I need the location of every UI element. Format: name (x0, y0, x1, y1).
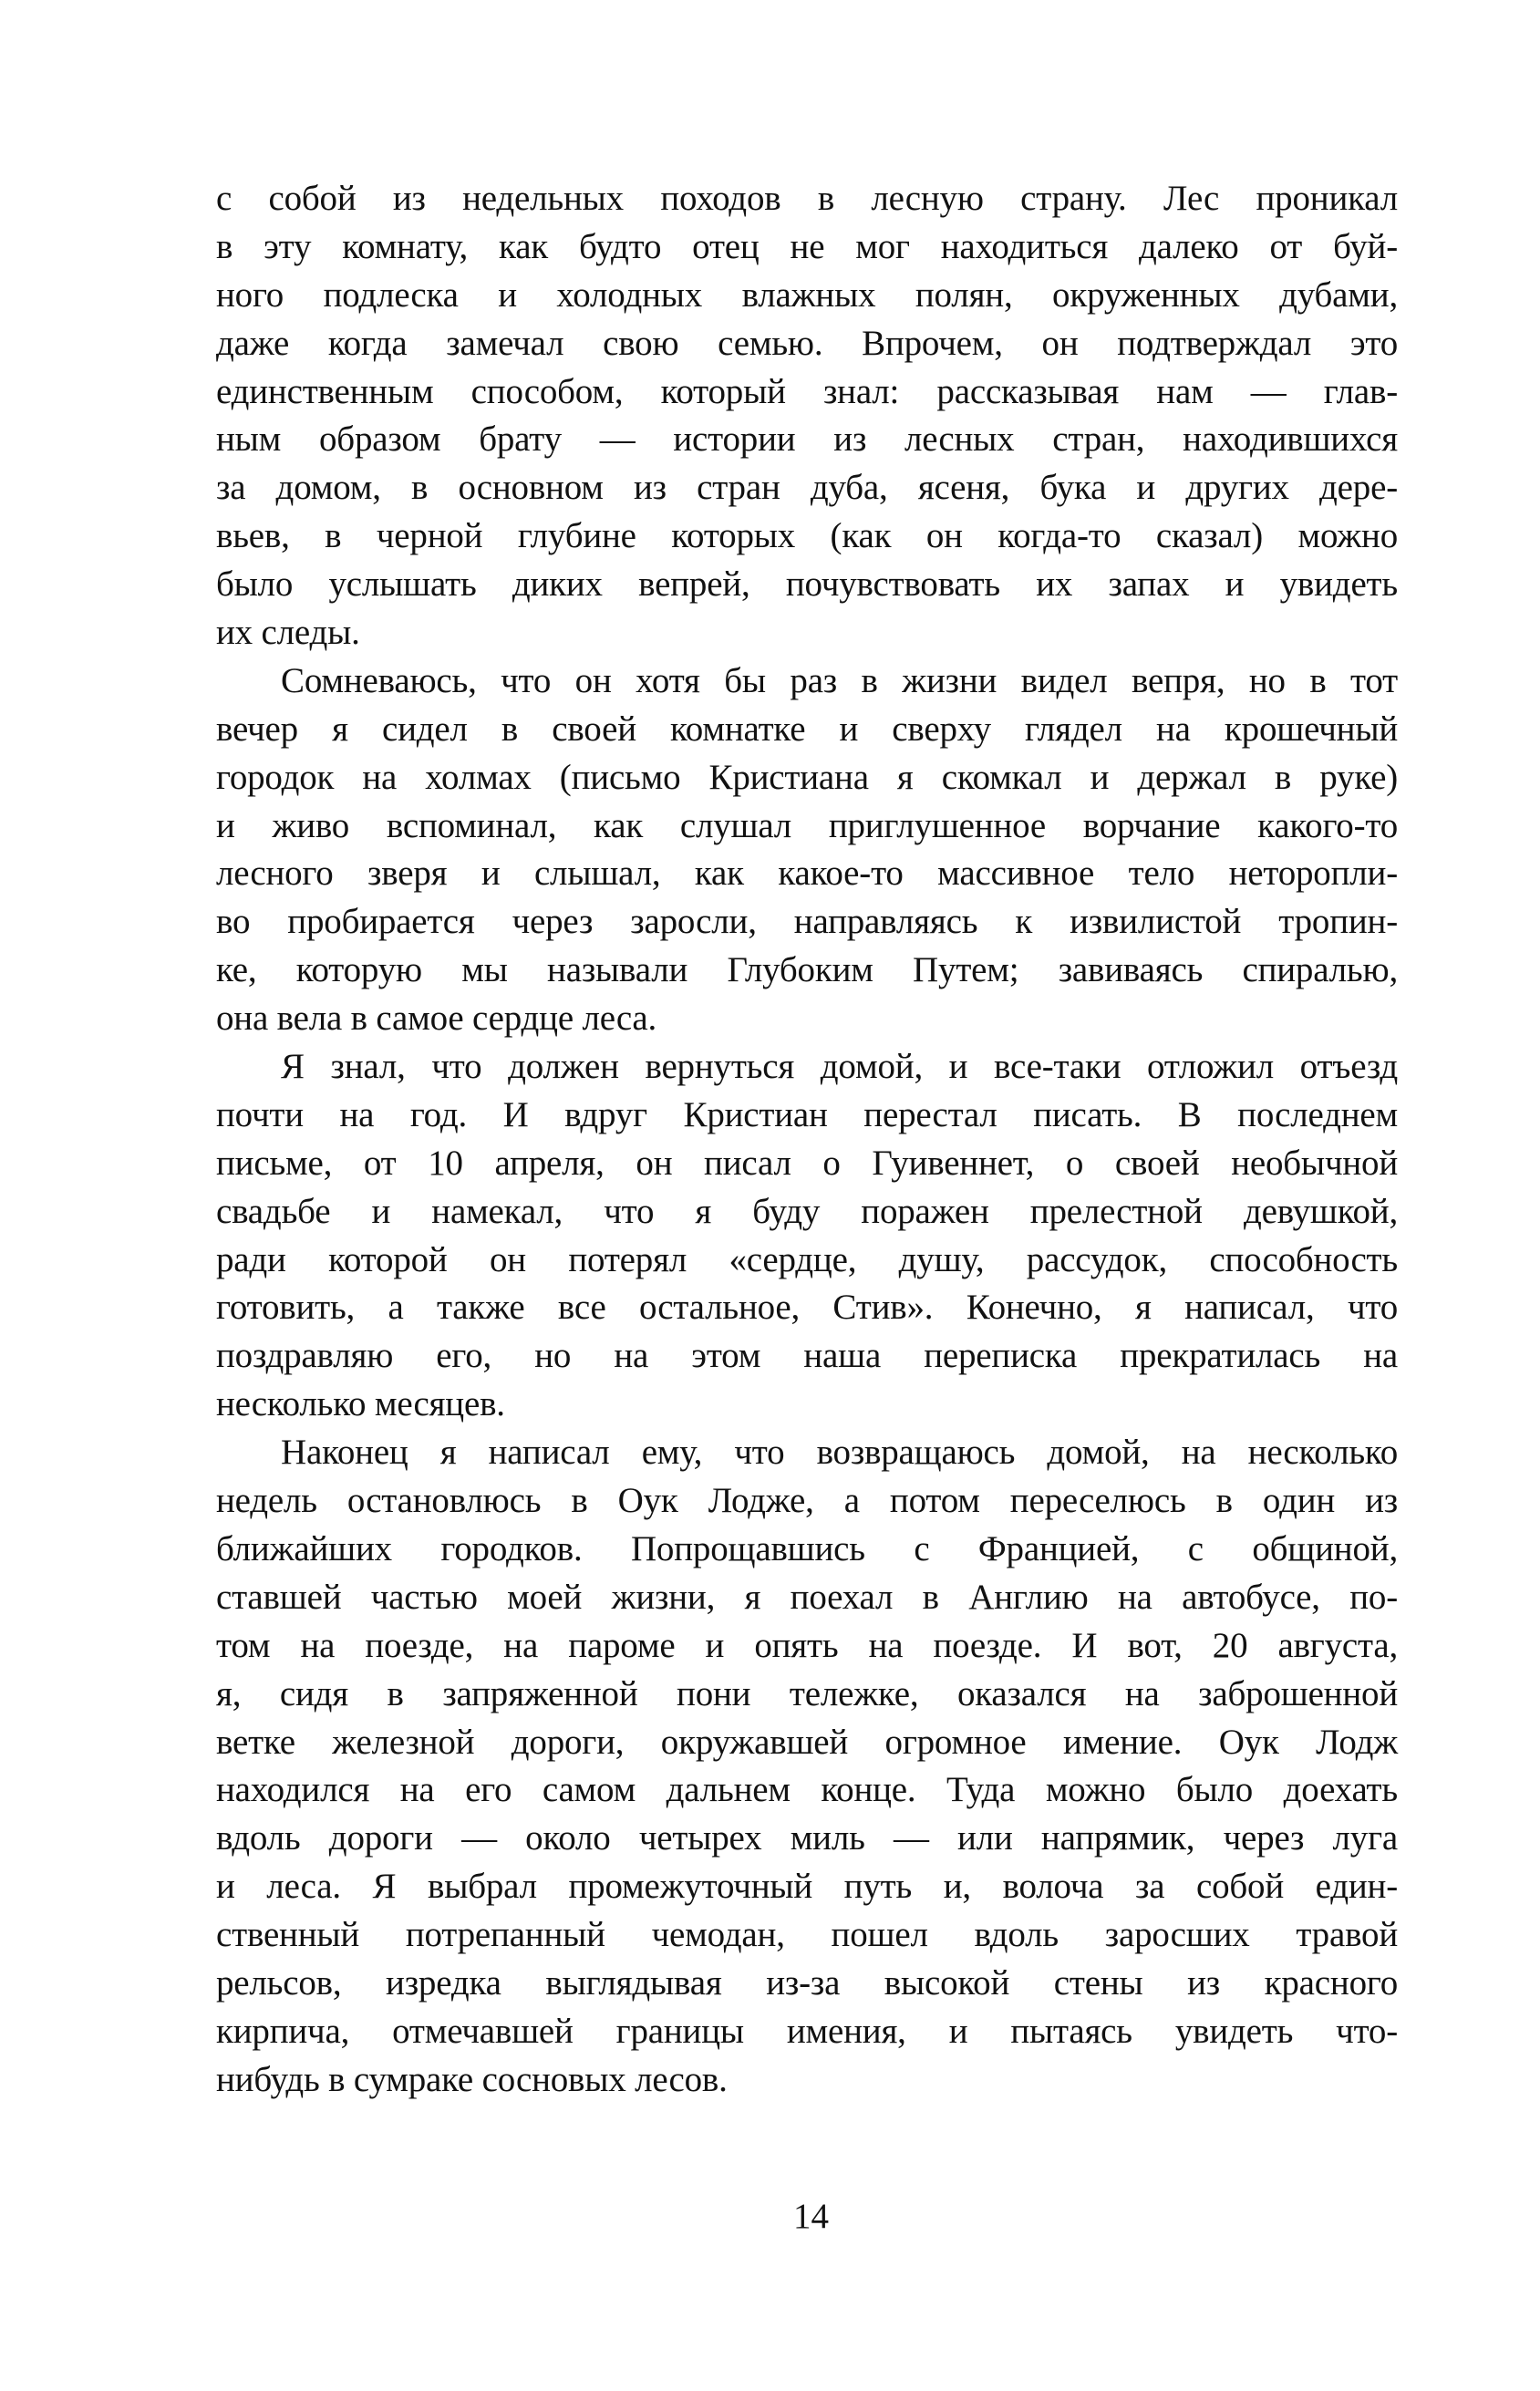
text-line: она вела в самое сердце леса. (216, 999, 657, 1039)
text-line: кирпича, отмечавшей границы имения, и пытаясь увидеть что- (216, 2011, 1398, 2051)
text-line: рельсов, изредка выглядывая из-за высокой стены из красного (216, 1962, 1398, 2003)
text-line: ради которой он потерял «сердце, душу, рассудок, способность (216, 1239, 1398, 1279)
text-line: ставшей частью моей жизни, я поехал в Англию на автобусе, по- (216, 1577, 1398, 1617)
text-line: Я знал, что должен вернуться домой, и все-таки отложил отъезд (281, 1047, 1398, 1087)
text-line: с собой из недельных походов в лесную страну. Лес проникал (216, 179, 1398, 218)
text-line: том на поезде, на пароме и опять на поезде. И вот, 20 августа, (216, 1625, 1398, 1665)
text-line: ного подлеска и холодных влажных полян, окруженных дубами, (216, 274, 1398, 315)
paragraph-4 (216, 1429, 1398, 2104)
text-line: их следы. (216, 613, 360, 653)
text-line: Сомневаюсь, что он хотя бы раз в жизни видел вепря, но в тот (281, 660, 1398, 700)
text-line: ближайших городков. Попрощавшись с Францией, с общиной, (216, 1528, 1398, 1568)
text-line: лесного зверя и слышал, как какое-то массивное тело неторопли- (216, 854, 1398, 894)
text-line: Наконец я написал ему, что возвращаюсь домой, на несколько (281, 1433, 1398, 1473)
text-line: и леса. Я выбрал промежуточный путь и, волоча за собой един- (216, 1867, 1398, 1907)
text-line: за домом, в основном из стран дуба, ясеня, бука и других дере- (216, 468, 1398, 508)
text-line: почти на год. И вдруг Кристиан перестал писать. В последнем (216, 1094, 1398, 1134)
page-number: 14 (793, 2197, 829, 2236)
text-line: свадьбе и намекал, что я буду поражен прелестной девушкой, (216, 1191, 1398, 1231)
text-line: ке, которую мы называли Глубоким Путем; завиваясь спиралью, (216, 950, 1398, 990)
text-line: было услышать диких вепрей, почувствовать их запах и увидеть (216, 564, 1398, 605)
text-line: городок на холмах (письмо Кристиана я скомкал и держал в руке) (216, 757, 1398, 797)
text-line: вьев, в черной глубине которых (как он когда-то сказал) можно (216, 516, 1398, 556)
text-line: даже когда замечал свою семью. Впрочем, он подтверждал это (216, 323, 1398, 363)
text-line: письме, от 10 апреля, он писал о Гуивеннет, о своей необычной (216, 1143, 1398, 1183)
text-line: вечер я сидел в своей комнатке и сверху глядел на крошечный (216, 709, 1398, 749)
text-line: ветке железной дороги, окружавшей огромное имение. Оук Лодж (216, 1722, 1398, 1762)
text-line: в эту комнату, как будто отец не мог находиться далеко от буй- (216, 226, 1398, 266)
text-line: поздравляю его, но на этом наша переписка прекратилась на (216, 1336, 1398, 1376)
text-line: ным образом брату — истории из лесных стран, находившихся (216, 419, 1398, 460)
text-line: во пробирается через заросли, направляясь к извилистой тропин- (216, 902, 1398, 942)
text-line: нибудь в сумраке сосновых лесов. (216, 2059, 728, 2099)
text-line: вдоль дороги — около четырех миль — или напрямик, через луга (216, 1818, 1398, 1858)
paragraph-1 (216, 175, 1398, 657)
text-line: я, сидя в запряженной пони тележке, оказался на заброшенной (216, 1673, 1398, 1713)
text-line: находился на его самом дальнем конце. Туда можно было доехать (216, 1770, 1398, 1810)
text-line: единственным способом, который знал: рассказывая нам — глав- (216, 371, 1398, 411)
text-line: и живо вспоминал, как слушал приглушенное ворчание какого-то (216, 805, 1398, 845)
body-text (216, 175, 1398, 2105)
text-line: ственный потрепанный чемодан, пошел вдоль заросших травой (216, 1915, 1398, 1955)
text-line: несколько месяцев. (216, 1384, 505, 1424)
paragraph-3 (216, 1043, 1398, 1429)
paragraph-2 (216, 657, 1398, 1043)
text-line: готовить, а также все остальное, Стив». Конечно, я написал, что (216, 1288, 1398, 1328)
text-line: недель остановлюсь в Оук Лодже, а потом переселюсь в один из (216, 1481, 1398, 1521)
